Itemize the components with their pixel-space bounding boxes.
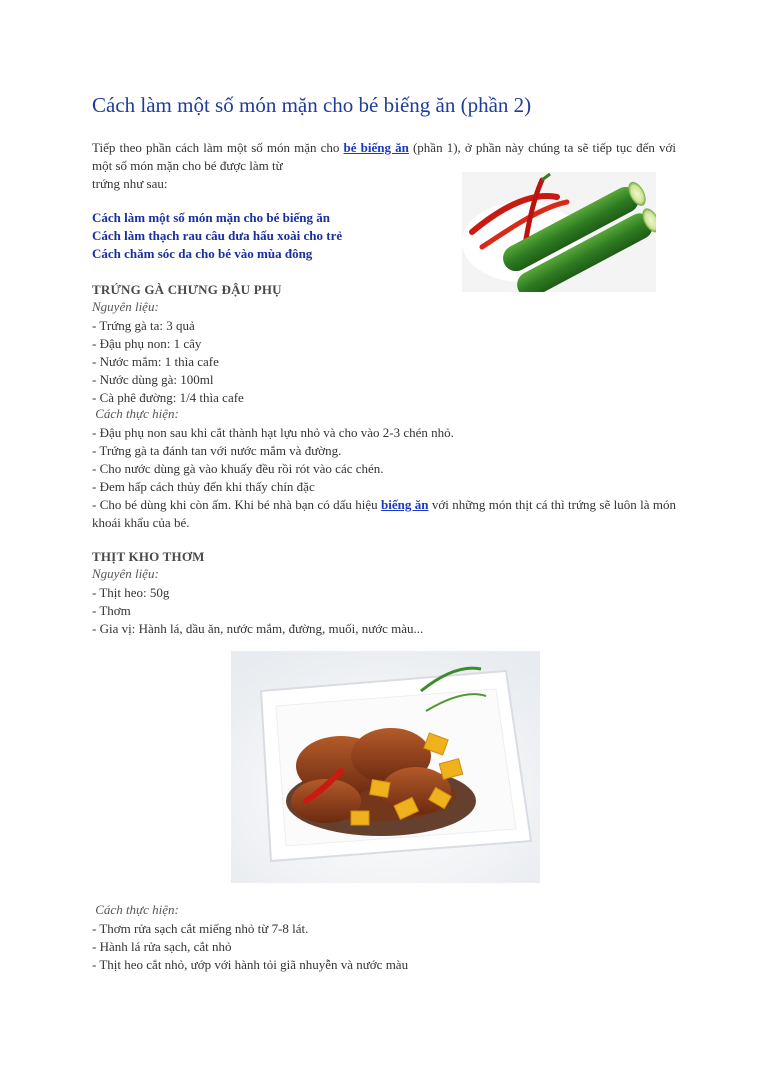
intro-text-before: Tiếp theo phần cách làm một số món mặn cho xyxy=(92,140,344,155)
recipe2-step: - Thịt heo cắt nhỏ, ướp với hành tỏi giã nhuyễn và nước màu xyxy=(92,957,409,972)
recipe2-ingredient: - Thịt heo: 50g xyxy=(92,585,170,600)
recipe1-ingredient: - Nước dùng gà: 100ml xyxy=(92,372,214,387)
recipe2-ingredient: - Thơm xyxy=(92,603,131,618)
article-title: Cách làm một số món mặn cho bé biếng ăn (phần 2) xyxy=(92,93,532,117)
cucumber-chili-photo xyxy=(462,172,656,292)
recipe2-ingredient: - Gia vị: Hành lá, dầu ăn, nước mắm, đường, muối, nước màu... xyxy=(92,621,424,636)
recipe1-step: - Đậu phụ non sau khi cắt thành hạt lựu nhỏ và cho vào 2-3 chén nhỏ. xyxy=(92,425,454,440)
recipe1-step: - Cho nước dùng gà vào khuấy đều rồi rót vào các chén. xyxy=(92,461,384,476)
recipe1-ingredients-label: Nguyên liệu: xyxy=(92,299,159,314)
recipe1-ingredient: - Cà phê đường: 1/4 thìa cafe xyxy=(92,390,244,405)
recipe2-method-label: Cách thực hiện: xyxy=(92,902,179,917)
recipe2-heading: THỊT KHO THƠM xyxy=(92,549,205,564)
recipe1-method-label: Cách thực hiện: xyxy=(92,406,179,421)
last-step-before: - Cho bé dùng khi còn ấm. Khi bé nhà bạn có dấu hiệu xyxy=(92,497,382,512)
intro-paragraph xyxy=(92,139,676,175)
related-link-2[interactable]: Cách làm thạch rau câu dưa hấu xoài cho trẻ xyxy=(92,228,343,243)
recipe1-last-step xyxy=(92,496,676,532)
recipe1-step: - Trứng gà ta đánh tan với nước mắm và đường. xyxy=(92,443,342,458)
recipe1-ingredient: - Đậu phụ non: 1 cây xyxy=(92,336,202,351)
related-link-3[interactable]: Cách chăm sóc da cho bé vào mùa đông xyxy=(92,246,313,261)
recipe2-step: - Thơm rửa sạch cắt miếng nhỏ từ 7-8 lát. xyxy=(92,921,309,936)
recipe2-ingredients-label: Nguyên liệu: xyxy=(92,566,159,581)
last-step-link-bieng-an[interactable]: biếng ăn xyxy=(381,497,429,512)
intro-line3: trứng như sau: xyxy=(92,176,168,191)
intro-link-be-bieng-an[interactable]: bé biếng ăn xyxy=(343,140,409,155)
intro-text-after: (phần 1), ở phần này chúng ta sẽ tiếp tục đến với một số món mặn cho bé được làm từ xyxy=(92,140,676,173)
recipe1-step: - Đem hấp cách thủy đến khi thấy chín đặc xyxy=(92,479,315,494)
recipe1-ingredient: - Trứng gà ta: 3 quả xyxy=(92,318,195,333)
related-link-1[interactable]: Cách làm một số món mặn cho bé biếng ăn xyxy=(92,210,330,225)
recipe1-heading: TRỨNG GÀ CHƯNG ĐẬU PHỤ xyxy=(92,282,282,297)
last-step-after: với những món thịt cá thì trứng sẽ luôn là món khoái khẩu của bé. xyxy=(92,497,676,530)
recipe2-step: - Hành lá rửa sạch, cắt nhỏ xyxy=(92,939,232,954)
braised-pork-pineapple-photo xyxy=(231,651,540,883)
recipe1-ingredient: - Nước mắm: 1 thìa cafe xyxy=(92,354,219,369)
